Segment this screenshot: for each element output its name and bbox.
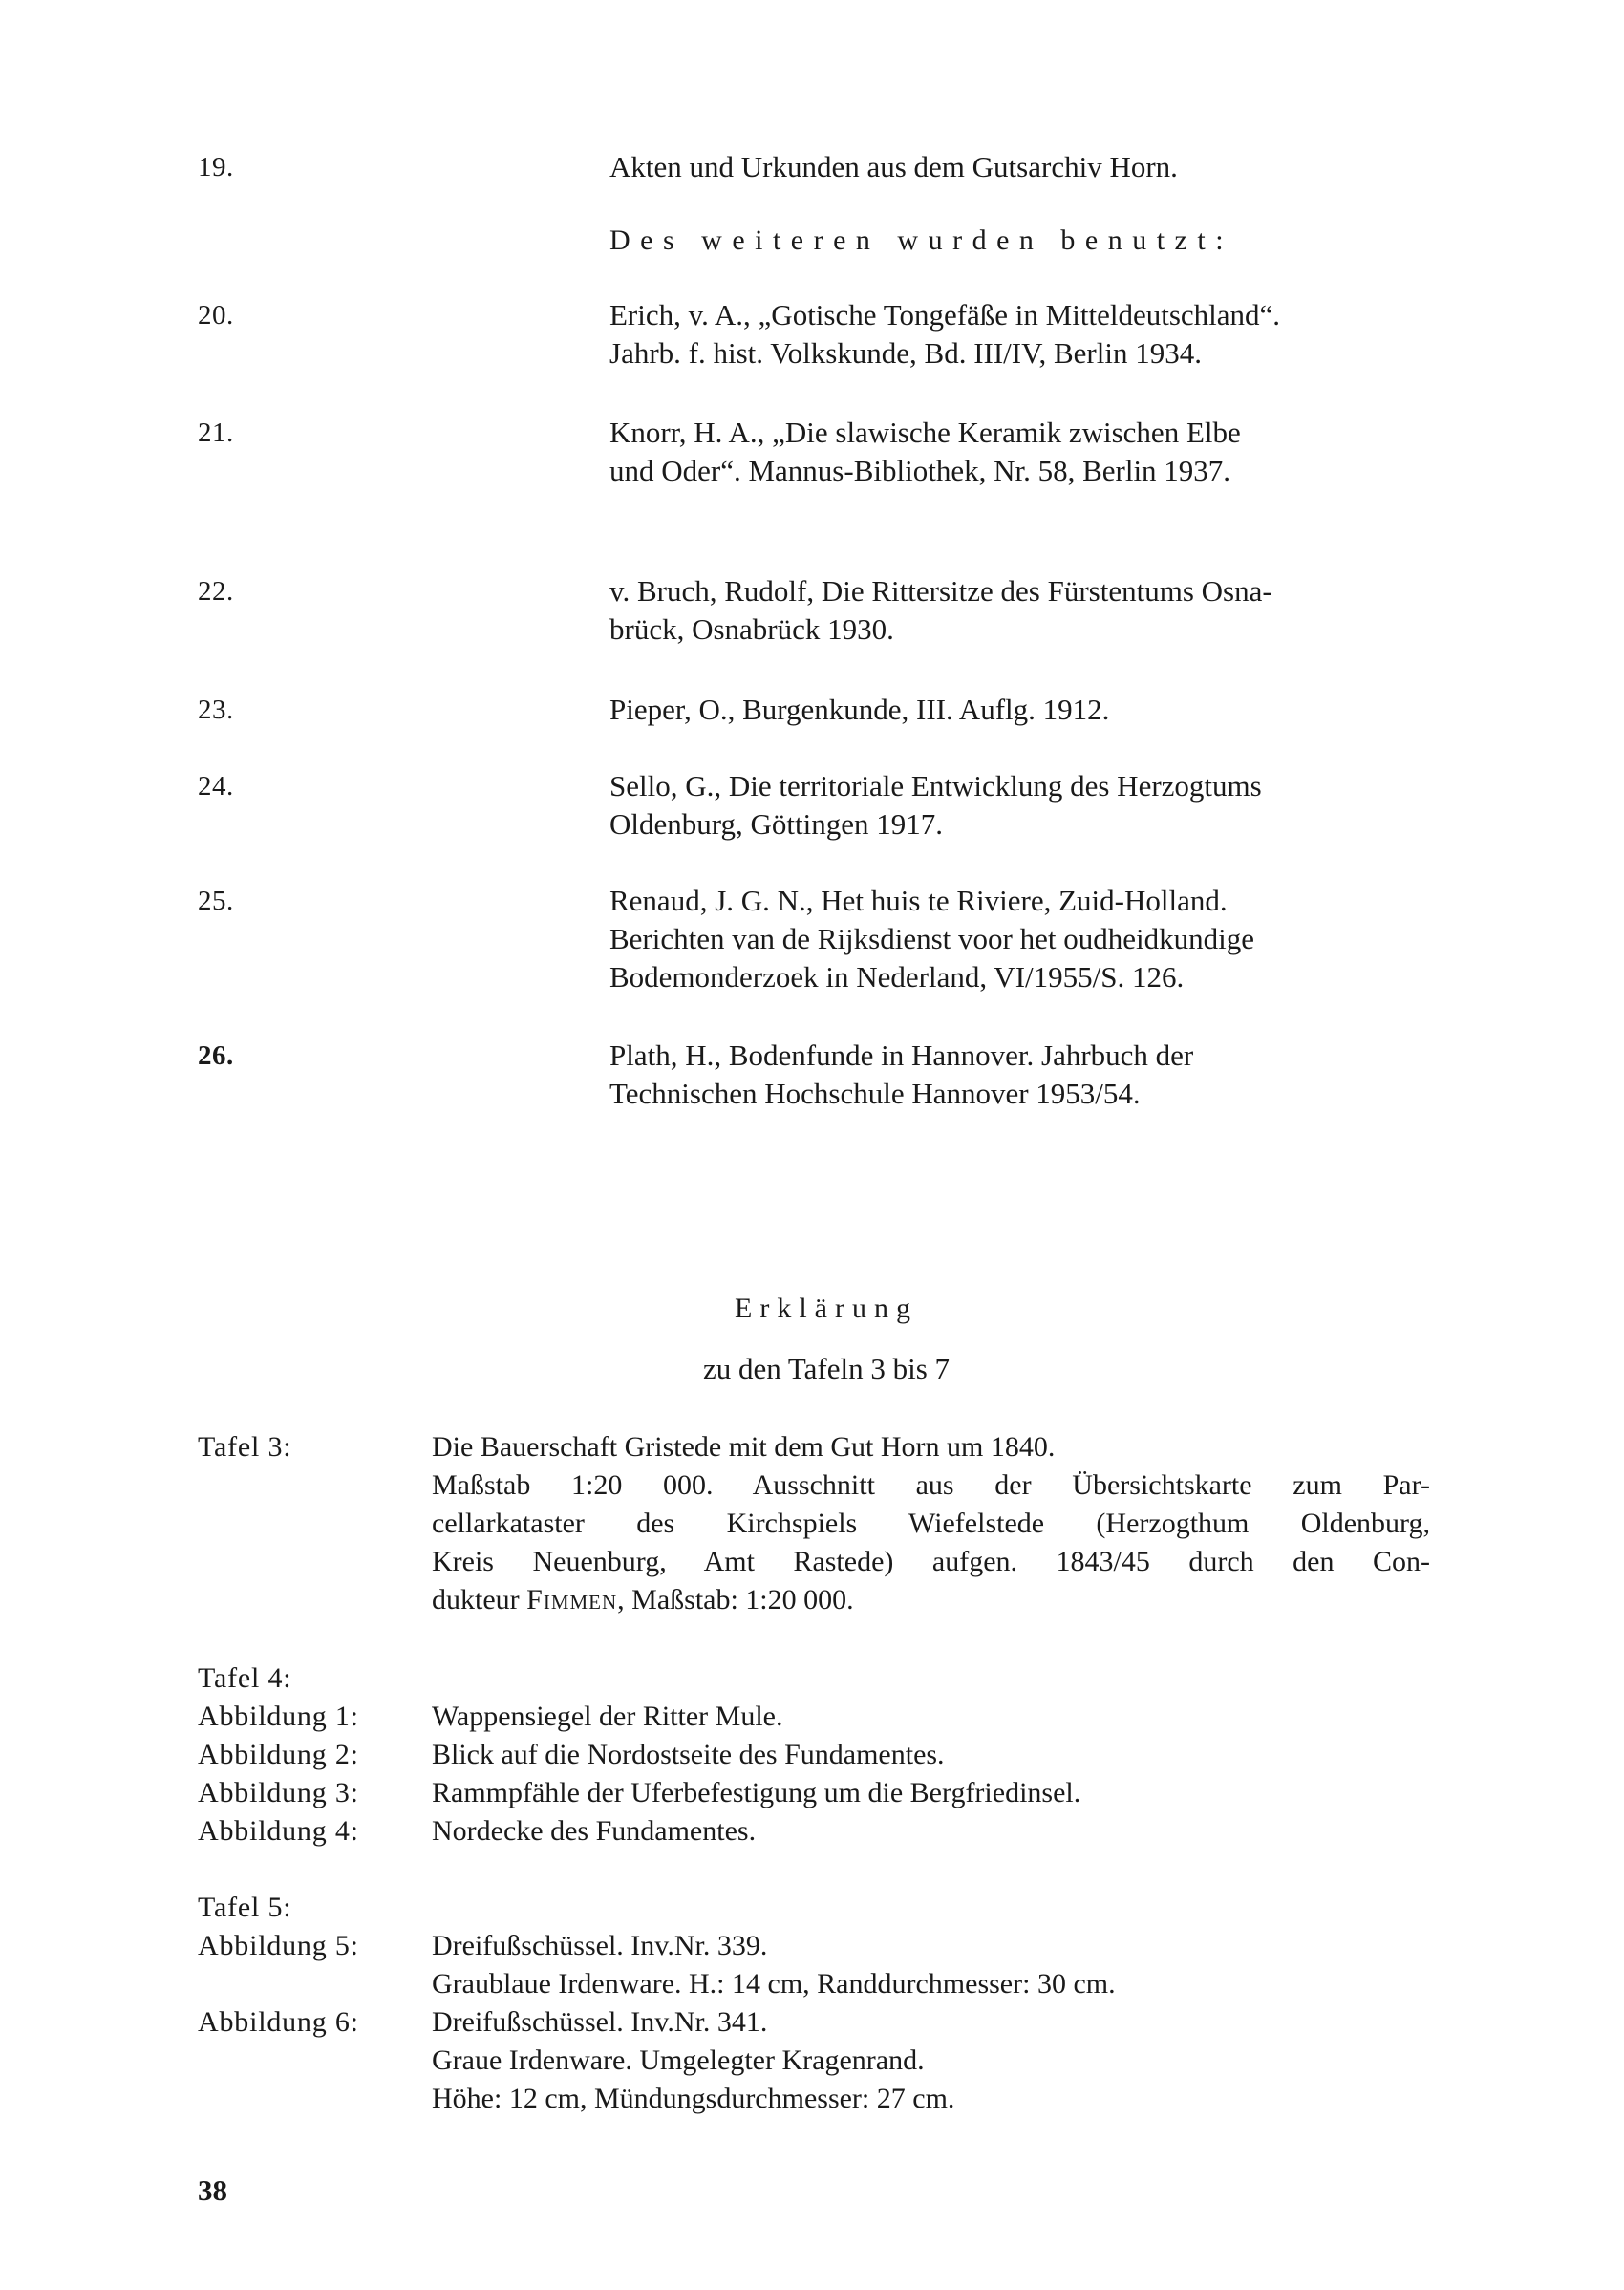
reference-line: Oldenburg, Göttingen 1917. xyxy=(609,807,944,841)
figure-row xyxy=(198,1774,1440,1812)
reference-line: Plath, H., Bodenfunde in Hannover. Jahrbuch der xyxy=(609,1038,1194,1072)
reference-text xyxy=(609,1037,1431,1113)
figure-caption: Graue Irdenware. Umgelegter Kragenrand. xyxy=(432,2044,925,2076)
reference-line: und Oder“. Mannus-Bibliothek, Nr. 58, Berlin 1937. xyxy=(609,454,1231,487)
figure-label: Abbildung 6: xyxy=(198,2006,359,2038)
reference-text xyxy=(609,767,1431,844)
plate-row xyxy=(198,1659,1440,1698)
plate-label: Tafel 5: xyxy=(198,1892,292,1923)
figure-row xyxy=(198,2080,1440,2118)
figure-row xyxy=(198,2042,1440,2080)
page-number: 38 xyxy=(198,2173,227,2207)
reference-line: Erich, v. A., „Gotische Tongefäße in Mitteldeutschland“. xyxy=(609,298,1281,332)
reference-line: Knorr, H. A., „Die slawische Keramik zwischen Elbe xyxy=(609,416,1241,449)
reference-number: 23. xyxy=(198,695,234,725)
description-line: Die Bauerschaft Gristede mit dem Gut Horn um 1840. xyxy=(432,1431,1056,1463)
reference-number: 20. xyxy=(198,300,234,331)
reference-line: Berichten van de Rijksdienst voor het oudheidkundige xyxy=(609,922,1254,955)
figure-caption: Höhe: 12 cm, Mündungsdurchmesser: 27 cm. xyxy=(432,2083,955,2114)
explanation-subtitle: zu den Tafeln 3 bis 7 xyxy=(702,1352,951,1385)
reference-line: Pieper, O., Burgenkunde, III. Auflg. 1912. xyxy=(609,693,1110,726)
reference-line: Jahrb. f. hist. Volkskunde, Bd. III/IV, Berlin 1934. xyxy=(609,336,1202,370)
reference-text xyxy=(609,148,1431,186)
explanation-title: Erklärung xyxy=(735,1293,918,1324)
description-line xyxy=(432,1581,1430,1619)
reference-text xyxy=(609,691,1431,729)
description-line: Maßstab 1:20 000. Ausschnitt aus der Übersichtskarte zum Par- xyxy=(432,1469,1430,1501)
figure-caption: Wappensiegel der Ritter Mule. xyxy=(432,1701,783,1732)
plate-row xyxy=(198,1889,1440,1927)
reference-text xyxy=(609,414,1431,490)
figure-caption: Rammpfähle der Uferbefestigung um die Bergfriedinsel. xyxy=(432,1777,1081,1808)
figure-row xyxy=(198,2003,1440,2042)
reference-line: Sello, G., Die territoriale Entwicklung des Herzogtums xyxy=(609,769,1262,803)
person-name: Fimmen xyxy=(526,1584,618,1616)
reference-number: 22. xyxy=(198,576,234,607)
reference-line: Technischen Hochschule Hannover 1953/54. xyxy=(609,1077,1141,1110)
plate-3-description xyxy=(432,1428,1430,1619)
reference-line: Akten und Urkunden aus dem Gutsarchiv Horn. xyxy=(609,150,1178,183)
figure-label: Abbildung 4: xyxy=(198,1815,359,1847)
plate-label: Tafel 4: xyxy=(198,1662,292,1694)
reference-line: Bodemonderzoek in Nederland, VI/1955/S. 126. xyxy=(609,960,1185,994)
reference-number: 24. xyxy=(198,771,234,802)
reference-text xyxy=(609,296,1431,373)
figure-caption: Blick auf die Nordostseite des Fundamentes. xyxy=(432,1739,945,1770)
figure-label: Abbildung 1: xyxy=(198,1701,359,1732)
figure-row xyxy=(198,1698,1440,1736)
plate-label: Tafel 3: xyxy=(198,1431,292,1463)
figure-row xyxy=(198,1812,1440,1851)
figure-caption: Nordecke des Fundamentes. xyxy=(432,1815,757,1847)
plate-3-entry xyxy=(198,1428,1440,1616)
plate-4-entry xyxy=(198,1659,1440,1851)
plate-5-entry xyxy=(198,1889,1440,2118)
reference-line: brück, Osnabrück 1930. xyxy=(609,612,894,646)
figure-row xyxy=(198,1965,1440,2003)
figure-label: Abbildung 2: xyxy=(198,1739,359,1770)
description-text: , Maßstab: 1:20 000. xyxy=(617,1584,854,1616)
reference-text xyxy=(609,882,1431,996)
figure-caption: Dreifußschüssel. Inv.Nr. 339. xyxy=(432,1930,768,1961)
description-line: Kreis Neuenburg, Amt Rastede) aufgen. 1843/45 durch den Con- xyxy=(432,1546,1430,1577)
figure-caption: Dreifußschüssel. Inv.Nr. 341. xyxy=(432,2006,768,2038)
figure-caption: Graublaue Irdenware. H.: 14 cm, Randdurchmesser: 30 cm. xyxy=(432,1968,1116,2000)
reference-number: 19. xyxy=(198,152,234,182)
description-line: cellarkataster des Kirchspiels Wiefelstede (Herzogthum Oldenburg, xyxy=(432,1508,1430,1539)
figure-row xyxy=(198,1927,1440,1965)
figure-label: Abbildung 3: xyxy=(198,1777,359,1808)
reference-line: Renaud, J. G. N., Het huis te Riviere, Zuid-Holland. xyxy=(609,884,1228,917)
reference-line: v. Bruch, Rudolf, Die Rittersitze des Fürstentums Osna- xyxy=(609,574,1272,608)
description-text: dukteur xyxy=(432,1584,527,1616)
reference-number: 26. xyxy=(198,1040,234,1071)
reference-number: 21. xyxy=(198,417,234,448)
section-heading-further-sources: Des weiteren wurden benutzt: xyxy=(609,225,1234,256)
figure-row xyxy=(198,1736,1440,1774)
figure-label: Abbildung 5: xyxy=(198,1930,359,1961)
reference-number: 25. xyxy=(198,886,234,916)
reference-text xyxy=(609,572,1431,649)
